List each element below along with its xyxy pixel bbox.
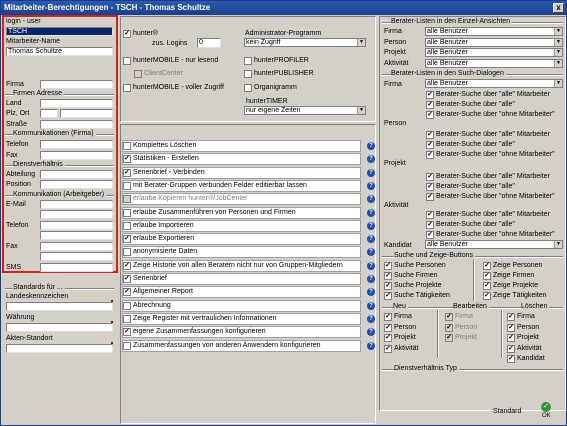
permission-label: erlaube Kopieren hunter®/JobCenter	[133, 195, 248, 203]
abteilung-input[interactable]	[40, 170, 113, 179]
loeschen-checkbox[interactable]: ✓	[508, 323, 514, 331]
divider	[437, 310, 439, 358]
help-icon[interactable]: ?	[367, 275, 375, 283]
suche-label: Suche Personen	[394, 262, 446, 269]
neu-label: Person	[394, 323, 417, 331]
plz-label: Plz, Ort	[6, 110, 30, 117]
zeige-label: Zeige Firmen	[493, 272, 535, 279]
logins-value: 0	[199, 39, 203, 46]
bearbeiten-label: Person	[455, 323, 478, 331]
required-marker	[111, 342, 113, 344]
name-label: Mitarbeiter-Name	[6, 38, 61, 45]
help-icon[interactable]: ?	[367, 302, 375, 310]
akten-label: Akten-Standort	[6, 335, 53, 342]
suche-checkbox[interactable]: ✓	[385, 292, 391, 299]
permission-label: Komplettes Löschen	[133, 142, 197, 149]
help-icon[interactable]: ?	[367, 169, 375, 177]
kandidat-select[interactable]	[425, 240, 563, 249]
permission-label: Allgemeiner Report	[133, 288, 193, 296]
einzel-label: Projekt	[384, 49, 406, 56]
permission-label: erlaube Zusammenführen von Personen und Firmen	[133, 208, 296, 216]
permission-label: Statistiken - Erstellen	[133, 155, 199, 163]
bearbeiten-checkbox[interactable]: ✓	[446, 323, 452, 331]
chevron-down-icon: ▼	[357, 107, 365, 114]
dienst-header: Dienstverhältnis	[13, 161, 63, 168]
einzel-select[interactable]	[425, 38, 563, 47]
neu-label: Aktivität	[394, 344, 419, 352]
mobile-lesend-checkbox[interactable]	[123, 57, 131, 65]
permission-checkbox[interactable]: ✓	[124, 261, 130, 269]
loeschen-checkbox[interactable]: ✓	[508, 334, 514, 341]
zeige-checkbox[interactable]: ✓	[484, 272, 490, 279]
suche-checkbox[interactable]: ✓	[385, 262, 391, 269]
such-firma-select[interactable]	[425, 79, 563, 88]
loeschen-label: Aktivität	[517, 344, 542, 352]
telefon2-input-2[interactable]	[40, 231, 113, 240]
such-option-label: Berater-Suche über "alle"	[436, 100, 515, 108]
such-option-label: Berater-Suche über "ohne Mitarbeiter"	[436, 192, 555, 200]
checkmark-icon: ✓	[541, 402, 551, 412]
hunter-checkbox[interactable]: ✓	[124, 30, 130, 37]
chevron-down-icon: ▼	[554, 241, 562, 248]
zeige-label: Zeige Personen	[493, 262, 543, 269]
email-input-2[interactable]	[40, 210, 113, 219]
permission-label: Serienbrief - Verbinden	[133, 168, 205, 176]
group-label: Person	[384, 120, 407, 127]
zeige-label: Zeige Tätigkeiten	[493, 292, 547, 299]
ok-label: OK	[542, 413, 551, 419]
einzel-label: Aktivität	[384, 59, 409, 67]
plz-input[interactable]	[40, 109, 58, 118]
bearbeiten-header: Bearbeiten	[453, 303, 487, 310]
profiler-label: hunterPROFILER	[254, 57, 309, 64]
name-input[interactable]: Thomas Schultze	[6, 47, 113, 56]
hunter-label: hunter®	[133, 30, 159, 37]
divider	[473, 259, 475, 301]
such-checkbox[interactable]: ✓	[427, 140, 433, 148]
organigramm-checkbox[interactable]	[244, 84, 252, 92]
such-option-label: Berater-Suche über "ohne Mitarbeiter"	[436, 230, 555, 238]
fax2-label: Fax	[6, 243, 18, 250]
publisher-checkbox[interactable]	[244, 70, 252, 78]
kandidat-value: alle Benutzer	[427, 241, 468, 248]
such-checkbox[interactable]: ✓	[427, 150, 433, 158]
chevron-down-icon: ▼	[357, 39, 365, 46]
permission-checkbox[interactable]: ✓	[124, 168, 130, 176]
chevron-down-icon: ▼	[554, 49, 562, 56]
einzel-select[interactable]	[425, 48, 563, 57]
land-label: Land	[6, 100, 22, 107]
help-icon[interactable]: ?	[367, 328, 375, 336]
einzel-value: alle Benutzer	[427, 59, 468, 67]
permission-checkbox[interactable]	[123, 222, 131, 230]
akten-input[interactable]	[6, 344, 113, 353]
loeschen-label: Firma	[517, 313, 535, 320]
position-input[interactable]	[40, 180, 113, 189]
komm-firma-header: Kommunikationen (Firma)	[13, 130, 94, 137]
telefon-input[interactable]	[40, 140, 113, 149]
permission-checkbox[interactable]	[123, 342, 131, 350]
permission-label: erlaube Exportieren	[133, 235, 195, 243]
help-icon[interactable]: ?	[367, 195, 375, 203]
suche-label: Suche Firmen	[394, 272, 438, 279]
einzel-value: alle Benutzer	[427, 28, 468, 35]
permission-checkbox[interactable]	[123, 195, 131, 203]
permission-label: erlaube Importieren	[133, 221, 194, 229]
bearbeiten-label: Projekt	[455, 334, 477, 341]
ok-button[interactable]	[539, 402, 553, 422]
landeskennzeichen-input[interactable]	[6, 302, 113, 311]
loeschen-label: Kandidat	[517, 355, 545, 362]
neu-header: Neu	[393, 303, 406, 310]
dienst-typ-header: Dienstverhältnis Typ	[394, 365, 457, 372]
chevron-down-icon: ▼	[554, 39, 562, 46]
bearbeiten-label: Firma	[455, 313, 473, 320]
permission-label: Abrechnung	[133, 301, 171, 309]
standard-label: Standard	[493, 408, 522, 415]
help-icon[interactable]: ?	[367, 142, 375, 150]
help-icon[interactable]: ?	[367, 222, 375, 230]
telefon-label: Telefon	[6, 141, 29, 148]
permission-label: anonymisierte Daten	[133, 248, 198, 256]
window-title: Mitarbeiter-Berechtigungen - TSCH - Thomas Schultze	[4, 3, 211, 12]
profiler-checkbox[interactable]	[244, 57, 252, 65]
ort-input[interactable]	[60, 109, 113, 118]
such-checkbox[interactable]: ✓	[427, 173, 433, 180]
such-option-label: Berater-Suche über "ohne Mitarbeiter"	[436, 110, 555, 118]
such-checkbox[interactable]: ✓	[427, 131, 433, 138]
help-icon[interactable]: ?	[367, 288, 375, 296]
permission-checkbox[interactable]	[123, 302, 131, 310]
such-checkbox[interactable]: ✓	[427, 230, 433, 238]
permission-checkbox[interactable]: ✓	[124, 275, 130, 282]
such-checkbox[interactable]: ✓	[427, 91, 433, 98]
neu-checkbox[interactable]: ✓	[385, 323, 391, 331]
einzel-label: Person	[384, 38, 407, 46]
logins-stepper[interactable]	[197, 38, 221, 48]
admin-value: kein Zugriff	[246, 39, 281, 46]
chevron-down-icon: ▼	[554, 60, 562, 67]
sms-input[interactable]	[40, 263, 113, 272]
such-option-label: Berater-Suche über "alle"	[436, 182, 515, 190]
such-option-label: Berater-Suche über "ohne Mitarbeiter"	[436, 150, 555, 158]
fax2-input-2[interactable]	[40, 252, 113, 261]
mobile-voll-checkbox[interactable]	[123, 84, 131, 92]
permission-label: eigene Zusammenfassungen konfigurieren	[133, 328, 266, 336]
help-icon[interactable]: ?	[367, 235, 375, 243]
position-label: Position	[6, 181, 31, 188]
publisher-label: hunterPUBLISHER	[254, 70, 314, 77]
firma-input[interactable]	[40, 80, 113, 89]
adresse-header: Firmen Adresse	[13, 90, 63, 97]
permission-checkbox[interactable]	[123, 182, 131, 190]
einzel-value: alle Benutzer	[427, 38, 468, 46]
abteilung-label: Abteilung	[6, 171, 36, 178]
timer-label: hunterTIMER	[246, 98, 288, 105]
timer-select[interactable]	[244, 106, 366, 115]
login-label: login - user	[6, 18, 41, 25]
strasse-label: Straße	[6, 121, 28, 128]
such-option-label: Berater-Suche über "alle"	[436, 140, 515, 148]
bearbeiten-checkbox[interactable]: ✓	[446, 313, 452, 320]
loeschen-checkbox[interactable]: ✓	[508, 344, 514, 352]
permission-checkbox[interactable]: ✓	[124, 155, 130, 163]
permission-label: Serienbrief	[133, 275, 167, 282]
mobile-voll-label: hunterMOBILE - voller Zugriff	[133, 84, 224, 91]
waehrung-input[interactable]	[6, 323, 113, 332]
sms-label: SMS	[6, 264, 22, 271]
suche-label: Suche Tätigkeiten	[394, 292, 450, 299]
neu-label: Projekt	[394, 334, 416, 341]
such-checkbox[interactable]: ✓	[427, 100, 433, 108]
help-icon[interactable]: ?	[367, 342, 375, 350]
clientcenter-checkbox[interactable]	[134, 70, 142, 78]
help-icon[interactable]: ?	[367, 209, 375, 217]
loeschen-label: Projekt	[517, 334, 539, 341]
chevron-down-icon: ▼	[554, 28, 562, 35]
einzel-header: Berater-Listen in den Einzel-Ansichten	[391, 18, 511, 25]
land-input[interactable]	[40, 99, 113, 108]
loeschen-checkbox[interactable]: ✓	[508, 313, 514, 320]
such-header: Berater-Listen in den Such-Dialogen	[391, 70, 504, 77]
such-checkbox[interactable]: ✓	[427, 211, 433, 218]
organigramm-label: Organigramm	[254, 84, 297, 91]
required-marker	[111, 300, 113, 302]
help-icon[interactable]: ?	[367, 248, 375, 256]
such-checkbox[interactable]: ✓	[427, 182, 433, 190]
landeskennzeichen-label: Landeskennzeichen	[6, 293, 69, 300]
such-option-label: Berater-Suche über "alle" Mitarbeiter	[436, 173, 550, 180]
neu-checkbox[interactable]: ✓	[385, 313, 391, 320]
help-icon[interactable]: ?	[367, 262, 375, 270]
mobile-lesend-label: hunterMOBILE - nur lesend	[133, 57, 219, 64]
such-checkbox[interactable]: ✓	[427, 192, 433, 200]
close-button[interactable]: x	[553, 3, 564, 13]
group-label: Aktivität	[384, 202, 409, 209]
komm-ag-header: Kommunikation (Arbeitgeber)	[13, 191, 105, 198]
zeige-checkbox[interactable]: ✓	[484, 292, 490, 299]
suche-checkbox[interactable]: ✓	[385, 282, 391, 289]
zeige-label: Zeige Projekte	[493, 282, 539, 289]
help-icon[interactable]: ?	[367, 155, 375, 163]
permission-checkbox[interactable]	[123, 142, 131, 150]
permission-checkbox[interactable]: ✓	[124, 288, 130, 296]
email-label: E-Mail	[6, 201, 26, 208]
neu-label: Firma	[394, 313, 412, 320]
bearbeiten-checkbox[interactable]: ✓	[446, 334, 452, 341]
logins-label: zus. Logins	[152, 40, 188, 47]
help-icon[interactable]: ?	[367, 182, 375, 190]
permission-checkbox[interactable]	[123, 248, 131, 256]
zeige-checkbox[interactable]: ✓	[484, 262, 490, 269]
help-icon[interactable]: ?	[367, 315, 375, 323]
permission-checkbox[interactable]: ✓	[124, 328, 130, 336]
telefon2-input-1[interactable]	[40, 221, 113, 230]
loeschen-checkbox[interactable]: ✓	[508, 355, 514, 362]
login-input[interactable]: TSCH	[6, 27, 113, 36]
divider	[501, 310, 503, 358]
such-firma-label: Firma	[384, 81, 402, 88]
required-marker	[111, 321, 113, 323]
permission-checkbox[interactable]	[123, 315, 131, 323]
loeschen-header: Löschen	[521, 303, 548, 310]
strasse-input[interactable]	[40, 120, 113, 129]
firma-label: Firma	[6, 81, 24, 88]
fax-input[interactable]	[40, 151, 113, 160]
permission-label: Zusammenfassungen von anderen Anwendern konfigurieren	[133, 341, 321, 349]
email-input-1[interactable]	[40, 200, 113, 209]
such-option-label: Berater-Suche über "alle" Mitarbeiter	[436, 91, 550, 98]
suche-checkbox[interactable]: ✓	[385, 272, 391, 279]
neu-checkbox[interactable]: ✓	[385, 344, 391, 352]
such-checkbox[interactable]: ✓	[427, 110, 433, 118]
einzel-value: alle Benutzer	[427, 49, 468, 56]
timer-value: nur eigene Zeiten	[246, 107, 301, 114]
einzel-label: Firma	[384, 28, 402, 35]
group-label: Projekt	[384, 160, 406, 167]
such-option-label: Berater-Suche über "alle" Mitarbeiter	[436, 131, 550, 138]
neu-checkbox[interactable]: ✓	[385, 334, 391, 341]
zeige-checkbox[interactable]: ✓	[484, 282, 490, 289]
permission-label: mit Berater-Gruppen verbunden Felder editierbar lassen	[133, 181, 307, 189]
standards-header: Standards für ...	[13, 284, 63, 291]
clientcenter-label: ClientCenter	[144, 70, 183, 77]
such-option-label: Berater-Suche über "alle"	[436, 220, 515, 228]
permission-label: Zeige Historie von allen Beratern nicht nur von Gruppen-Mitgliedern	[133, 261, 343, 269]
title-bar	[1, 1, 566, 15]
permission-checkbox[interactable]	[123, 209, 131, 217]
such-firma-value: alle Benutzer	[427, 80, 468, 87]
einzel-select[interactable]	[425, 27, 563, 36]
such-option-label: Berater-Suche über "alle" Mitarbeiter	[436, 211, 550, 218]
einzel-select[interactable]	[425, 59, 563, 68]
admin-label: Administrator-Programm	[245, 30, 322, 37]
fax2-input-1[interactable]	[40, 242, 113, 251]
suche-label: Suche Projekte	[394, 282, 442, 289]
suche-header: Suche und Zeige-Buttons	[394, 252, 473, 259]
telefon2-label: Telefon	[6, 222, 29, 229]
waehrung-label: Währung	[6, 314, 35, 321]
admin-select[interactable]	[244, 38, 366, 47]
such-checkbox[interactable]: ✓	[427, 220, 433, 228]
fax-label: Fax	[6, 152, 18, 159]
permission-label: Zeige Register mit vertraulichen Informationen	[133, 314, 277, 322]
loeschen-label: Person	[517, 323, 540, 331]
kandidat-label: Kandidat	[384, 242, 412, 249]
permission-checkbox[interactable]: ✓	[124, 235, 130, 243]
chevron-down-icon: ▼	[554, 80, 562, 87]
